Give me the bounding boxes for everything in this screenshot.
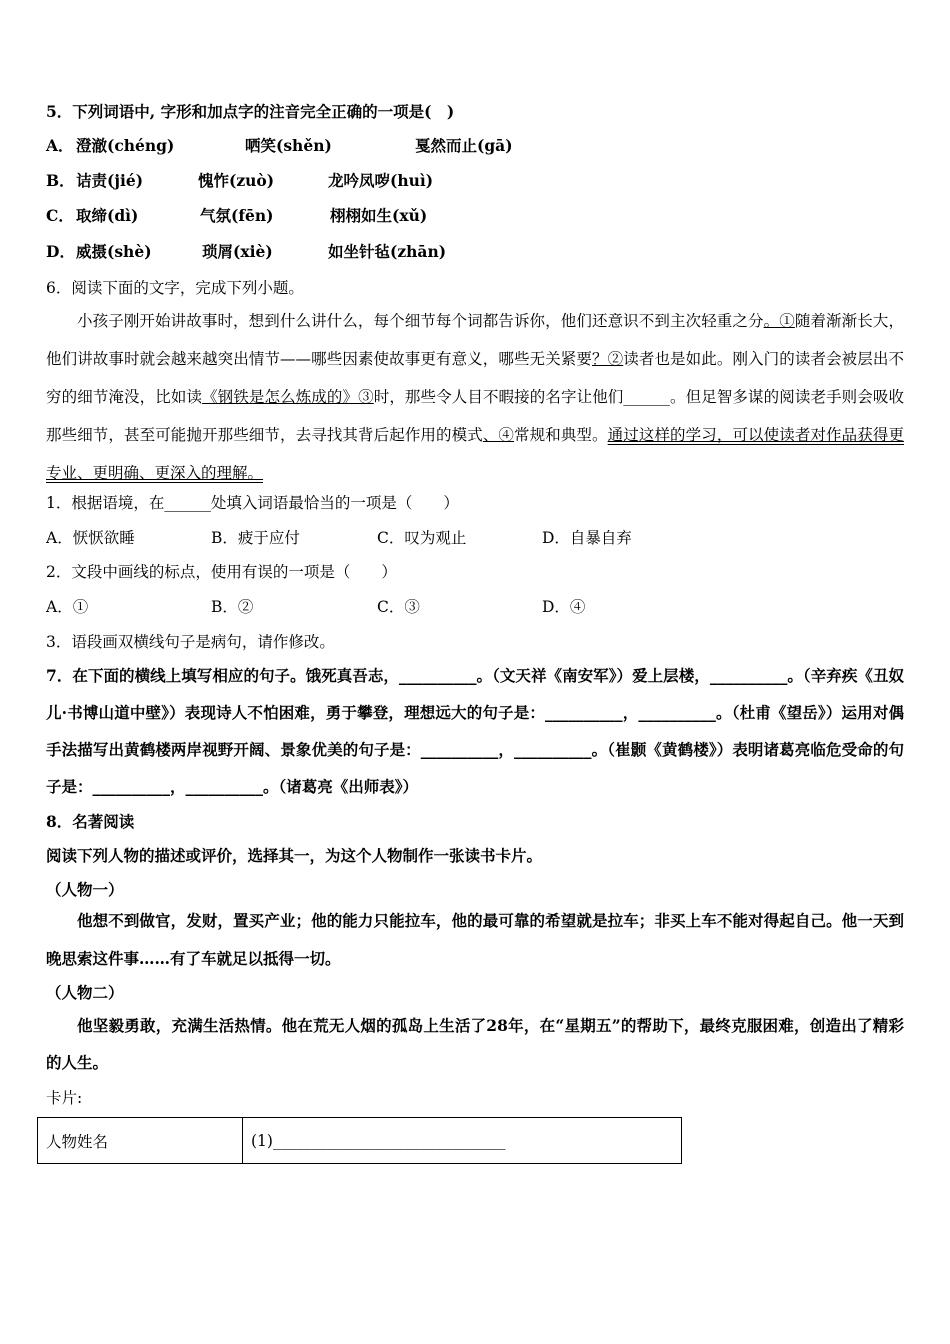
underlined-punctuation-1: 。① <box>763 312 795 330</box>
option-item: 哂笑(shěn) <box>245 136 332 155</box>
option-item: 龙吟凤哕(huì) <box>328 171 434 190</box>
answer-cell <box>243 1118 682 1164</box>
option-item: 澄澈(chéng) <box>76 136 175 155</box>
option-item: 如坐针毡(zhān) <box>328 242 447 261</box>
passage-text: 随着渐渐长大，他们讲故事时就会越来越突出情节——哪些因素使故事更有意义，哪些无关紧要 <box>46 312 904 368</box>
passage-text: 读者也是如此。刚入门的读者会被层出不穷的细节淹没，比如读 <box>46 350 904 406</box>
q6-sub2-stem: 2．文段中画线的标点，使用有误的一项是（ ） <box>46 563 397 581</box>
option-c: C．③ <box>377 598 420 616</box>
q6-sub1-stem: 1．根据语境，在______处填入词语最恰当的一项是（ ） <box>46 494 459 512</box>
q5-option-c <box>46 206 428 226</box>
passage-text: 常规和典型。 <box>514 426 608 444</box>
option-item: 威摄(shè) <box>76 242 152 261</box>
option-b: B．② <box>211 598 254 616</box>
card-label: 卡片: <box>46 1089 83 1107</box>
underlined-punctuation-3: 《钢铁是怎么炼成的》③ <box>202 388 374 406</box>
option-label: A． <box>46 136 74 155</box>
double-underlined-sentence: 通过这样的学习，可以使读者对作品获得更专业、更明确、更深入的理解。 <box>46 426 904 482</box>
option-item: 愧怍(zuò) <box>198 171 275 190</box>
option-label: C． <box>46 206 74 225</box>
option-item: 戛然而止(gā) <box>415 136 513 155</box>
option-item: 取缔(dì) <box>76 206 139 225</box>
name-label-cell <box>38 1118 243 1164</box>
option-item: 琐屑(xiè) <box>202 242 273 261</box>
table-row <box>38 1118 682 1164</box>
option-d: D．④ <box>542 598 586 616</box>
underlined-punctuation-2: ？② <box>592 350 624 368</box>
name-label: 人物姓名 <box>46 1132 109 1151</box>
q5-stem: 5．下列词语中, 字形和加点字的注音完全正确的一项是( ) <box>46 102 455 121</box>
q8-title: 8．名著阅读 <box>46 812 135 831</box>
q7-text: 7．在下面的横线上填写相应的句子。饿死真吾志，__________。（文天祥《南安军》）爱上层楼，__________。（辛弃疾《丑奴儿·书博山道中壁》）表现诗人不怕困难，勇于攀登，理想远大的句子是：__________，__________。（杜甫《望岳》）运用对偶手法描写出黄鹤楼两岸视野开阔、景象优美的句子是：__________，__________。（崔颢《黄鹤楼》）表明诸葛亮临危受命的句子是：__________，__________。（诸葛亮《出师表》） <box>46 666 904 796</box>
option-c: C．叹为观止 <box>377 529 467 547</box>
person1-label: （人物一） <box>46 880 124 899</box>
passage-text: 时，那些令人目不暇接的名字让他们______。但足智多谋的阅读老手则会吸收那些细节，甚至可能抛开那些细节，去寻找其背后起作用的模式 <box>46 388 904 444</box>
q8-instruction: 阅读下列人物的描述或评价，选择其一，为这个人物制作一张读书卡片。 <box>46 846 543 865</box>
option-item: 诘责(jié) <box>76 171 144 190</box>
option-a: A．① <box>46 598 89 616</box>
option-label: B． <box>46 171 75 190</box>
person1-text: 他想不到做官，发财，置买产业；他的能力只能拉车，他的最可靠的希望就是拉车；非买上车不能对得起自己。他一天到晚思索这件事……有了车就足以抵得一切。 <box>46 911 904 968</box>
underlined-punctuation-4: 、④ <box>482 426 515 444</box>
answer-blank[interactable]: ______________________________ <box>272 1131 506 1150</box>
option-a: A．恹恹欲睡 <box>46 529 135 547</box>
q6-passage <box>46 302 904 492</box>
option-label: D． <box>46 242 75 261</box>
q5-option-d <box>46 242 447 262</box>
option-b: B．疲于应付 <box>211 529 300 547</box>
option-d: D．自暴自弃 <box>542 529 632 547</box>
person2-text: 他坚毅勇敢，充满生活热情。他在荒无人烟的孤岛上生活了28年，在“星期五”的帮助下，最终克服困难，创造出了精彩的人生。 <box>46 1016 904 1072</box>
q6-sub3-stem: 3．语段画双横线句子是病句，请作修改。 <box>46 633 335 651</box>
q6-stem: 6．阅读下面的文字，完成下列小题。 <box>46 279 304 297</box>
answer-prefix: (1) <box>251 1131 273 1150</box>
passage-text: 小孩子刚开始讲故事时，想到什么讲什么，每个细节每个词都告诉你，他们还意识不到主次轻重之分 <box>77 312 764 330</box>
option-item: 气氛(fēn) <box>200 206 274 225</box>
person2-label: （人物二） <box>46 983 124 1002</box>
option-item: 栩栩如生(xǔ) <box>330 206 428 225</box>
reading-card-table <box>37 1117 682 1164</box>
q5-option-b <box>46 171 434 191</box>
q5-option-a <box>46 136 513 156</box>
